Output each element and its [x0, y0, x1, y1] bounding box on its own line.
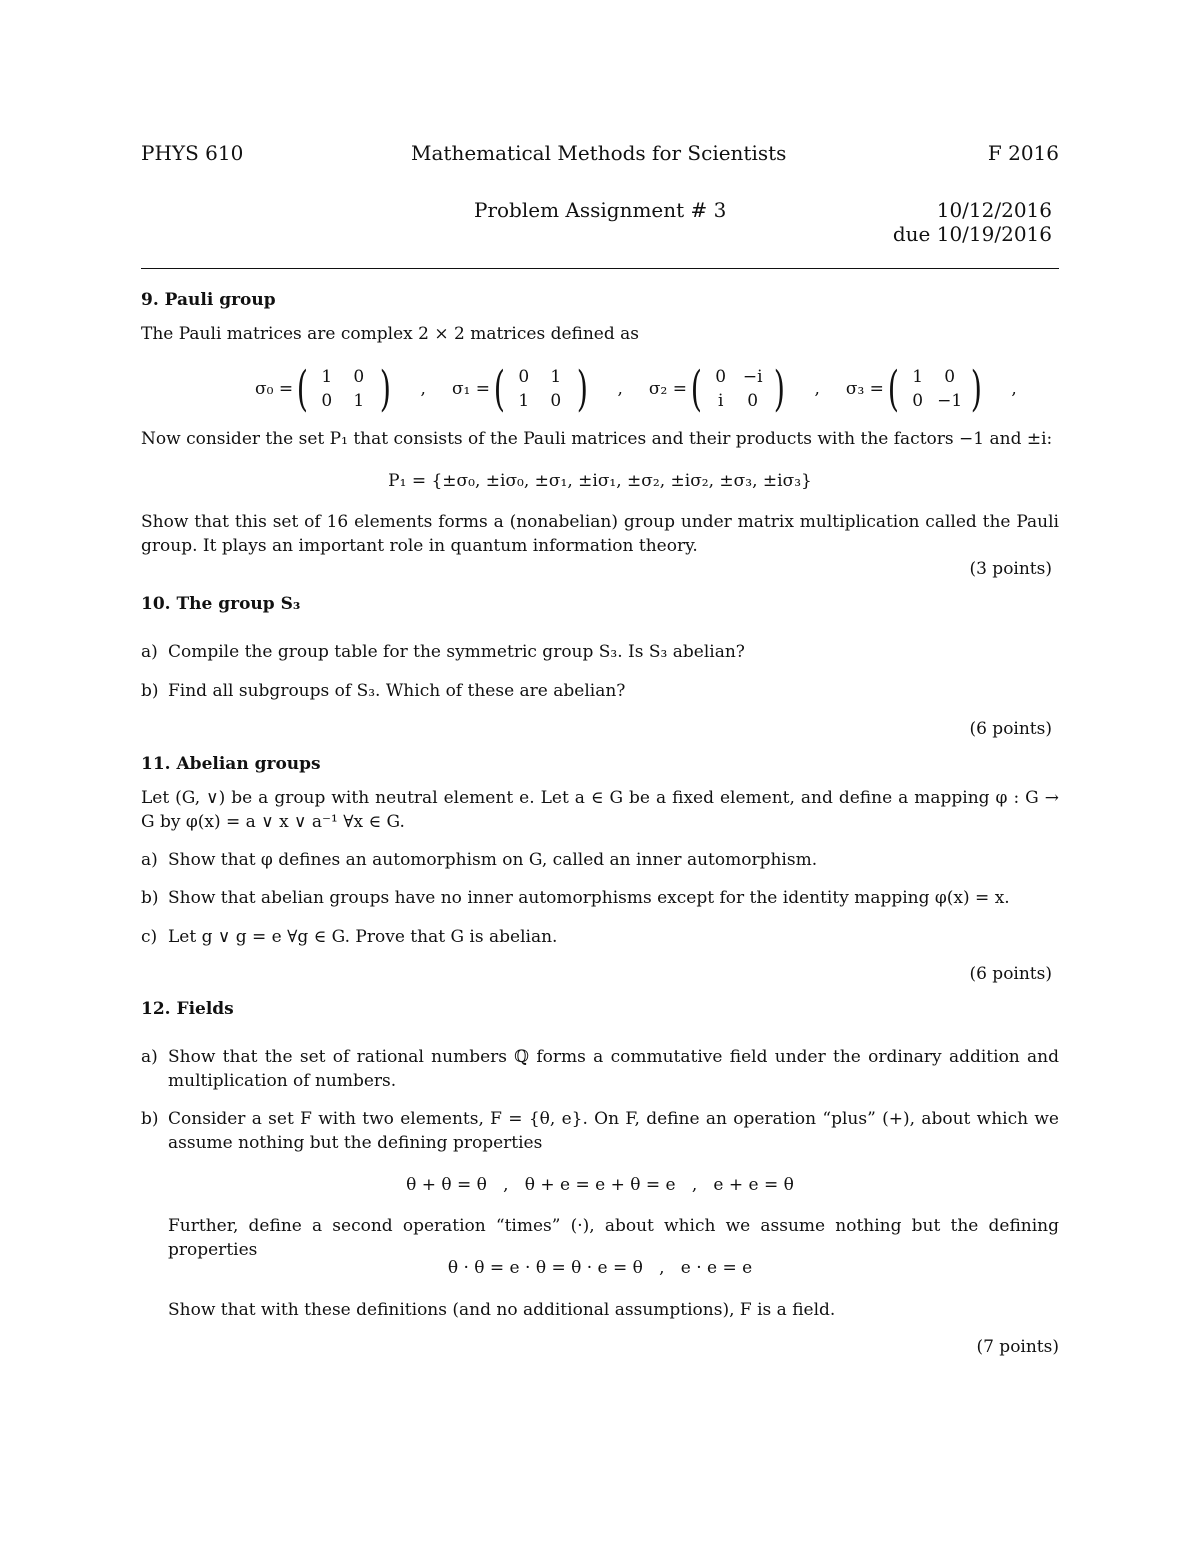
problem-12-title: 12. Fields [141, 999, 234, 1019]
problem-11a-label: a) [141, 850, 158, 870]
problem-10a-label: a) [141, 642, 158, 662]
matrix-sigma2: ( 0 −i i 0 ) [690, 361, 785, 417]
matrix-cell: 0 [715, 367, 727, 387]
problem-11-points: (6 points) [969, 964, 1052, 984]
matrix-sigma2-label: σ₂ = [648, 379, 687, 399]
problem-12b-text: Consider a set F with two elements, F = {θ, e}. On F, define an operation “plus” (+), about which we assume nothing but the defining properties [168, 1109, 1059, 1153]
problem-10a-text: Compile the group table for the symmetric group S₃. Is S₃ abelian? [168, 642, 745, 662]
problem-11-title: 11. Abelian groups [141, 754, 321, 774]
problem-12-points: (7 points) [976, 1337, 1059, 1357]
matrix-cell: i [718, 391, 724, 411]
problem-12b-label: b) [141, 1109, 159, 1129]
problem-12-further: Further, define a second operation “times” (·), about which we assume nothing but the defining properties [168, 1216, 1059, 1260]
matrix-separator: , [617, 379, 623, 399]
problem-9-points: (3 points) [969, 559, 1052, 579]
matrix-cell: 0 [944, 367, 956, 387]
problem-9-show: Show that this set of 16 elements forms a (nonabelian) group under matrix multiplication called the Pauli group. It plays an important role in quantum information theory. [141, 512, 1059, 556]
matrix-cell: 0 [353, 367, 365, 387]
matrix-cell: 1 [353, 391, 365, 411]
problem-11b-label: b) [141, 888, 159, 908]
matrix-cell: 1 [321, 367, 333, 387]
times-properties: θ · θ = e · θ = θ · e = θ , e · e = e [447, 1258, 753, 1278]
matrix-cell: 1 [550, 367, 562, 387]
problem-11c-label: c) [141, 927, 158, 947]
matrix-sigma0-label: σ₀ = [255, 379, 294, 399]
pauli-set: P₁ = {±σ₀, ±iσ₀, ±σ₁, ±iσ₁, ±σ₂, ±iσ₂, ±σ₃, ±iσ₃} [388, 471, 812, 491]
matrix-sigma3: ( 1 0 0 −1 ) [887, 361, 982, 417]
problem-9-intro: The Pauli matrices are complex 2 × 2 matrices defined as [141, 324, 640, 344]
course-title: Mathematical Methods for Scientists [411, 141, 787, 165]
matrix-cell: −1 [937, 391, 963, 411]
term: F 2016 [987, 141, 1059, 165]
problem-11c-text: Let g ∨ g = e ∀g ∈ G. Prove that G is abelian. [168, 927, 558, 947]
problem-12a-text: Show that the set of rational numbers ℚ forms a commutative field under the ordinary addition and multiplication of numbers. [168, 1047, 1059, 1091]
problem-11b-text: Show that abelian groups have no inner automorphisms except for the identity mapping φ(x) = x. [168, 888, 1010, 908]
problem-9-title: 9. Pauli group [141, 290, 276, 310]
issue-date: 10/12/2016 [936, 198, 1052, 222]
problem-9-consider: Now consider the set P₁ that consists of the Pauli matrices and their products with the factors −1 and ±i: [141, 429, 1053, 449]
matrix-separator: , [814, 379, 820, 399]
problem-12a-label: a) [141, 1047, 158, 1067]
problem-12-show: Show that with these definitions (and no additional assumptions), F is a field. [168, 1300, 836, 1320]
problem-10-points: (6 points) [969, 719, 1052, 739]
header-rule [141, 268, 1059, 269]
plus-properties: θ + θ = θ , θ + e = e + θ = e , e + e = θ [406, 1175, 794, 1195]
matrix-sigma0: ( 1 0 0 1 ) [296, 361, 391, 417]
matrix-cell: 0 [321, 391, 333, 411]
matrix-cell: 0 [550, 391, 562, 411]
problem-11a-text: Show that φ defines an automorphism on G, called an inner automorphism. [168, 850, 818, 870]
matrix-separator: , [1011, 379, 1017, 399]
assignment-title: Problem Assignment # 3 [474, 198, 727, 222]
matrix-sigma1: ( 0 1 1 0 ) [493, 361, 588, 417]
problem-10b-text: Find all subgroups of S₃. Which of these are abelian? [168, 681, 626, 701]
matrix-cell: 0 [518, 367, 530, 387]
matrix-sigma1-label: σ₁ = [451, 379, 491, 399]
matrix-cell: 0 [747, 391, 759, 411]
problem-10b-label: b) [141, 681, 159, 701]
matrix-cell: 0 [912, 391, 924, 411]
matrix-cell: 1 [518, 391, 530, 411]
matrix-separator: , [420, 379, 426, 399]
due-date: due 10/19/2016 [892, 222, 1052, 246]
matrix-sigma3-label: σ₃ = [845, 379, 884, 399]
problem-11-intro: Let (G, ∨) be a group with neutral element e. Let a ∈ G be a fixed element, and define a mapping φ : G → G by φ(x) = a ∨ x ∨ a⁻¹ ∀x ∈ G. [141, 788, 1059, 832]
pauli-matrices [255, 361, 1043, 417]
matrix-cell: 1 [912, 367, 924, 387]
problem-10-title: 10. The group S₃ [141, 594, 301, 614]
matrix-cell: −i [742, 367, 763, 387]
course-code: PHYS 610 [141, 141, 244, 165]
